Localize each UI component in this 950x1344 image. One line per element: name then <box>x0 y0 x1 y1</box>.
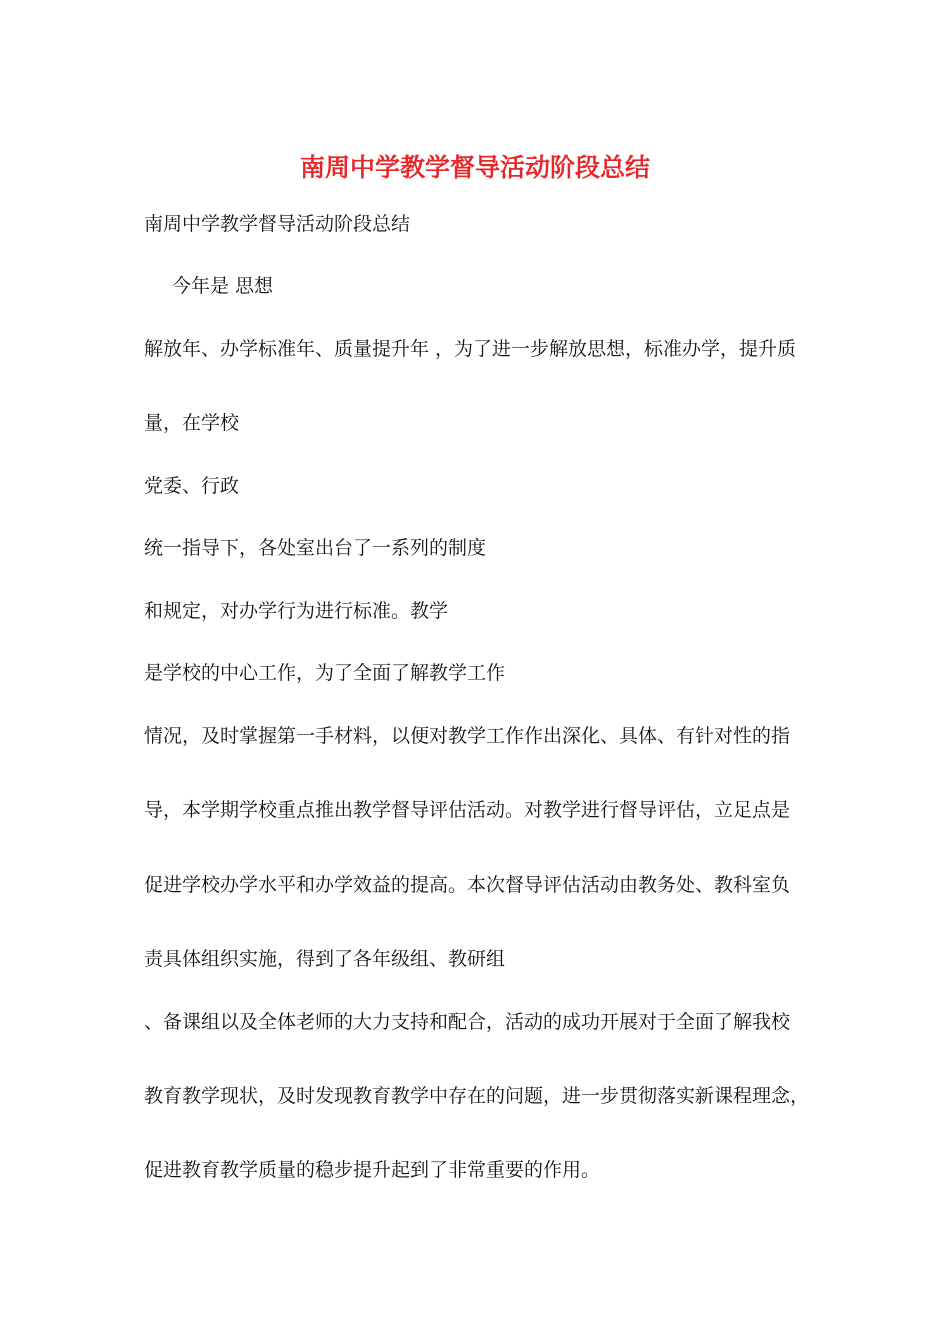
paragraph-line: 教育教学现状，及时发现教育教学中存在的问题，进一步贯彻落实新课程理念， <box>144 1085 810 1107</box>
paragraph-line: 情况，及时掌握第一手材料，以便对教学工作作出深化、具体、有针对性的指 <box>144 725 791 747</box>
paragraph-line: 今年是 思想 <box>172 275 274 297</box>
paragraph-line: 责具体组织实施，得到了各年级组、教研组 <box>144 948 506 970</box>
paragraph-line: 促进学校办学水平和办学效益的提高。本次督导评估活动由教务处、教科室负 <box>144 874 791 896</box>
paragraph-line: 和规定，对办学行为进行标准。教学 <box>144 600 449 622</box>
paragraph-line: 导，本学期学校重点推出教学督导评估活动。对教学进行督导评估，立足点是 <box>144 799 791 821</box>
document-title: 南周中学教学督导活动阶段总结 <box>299 153 650 182</box>
paragraph-line: 统一指导下，各处室出台了一系列的制度 <box>144 537 487 559</box>
paragraph-line: 促进教育教学质量的稳步提升起到了非常重要的作用。 <box>144 1159 601 1181</box>
paragraph-line: 量，在学校 <box>144 412 240 434</box>
subtitle-line: 南周中学教学督导活动阶段总结 <box>144 213 411 235</box>
paragraph-line: 党委、行政 <box>144 475 240 497</box>
paragraph-line: 、备课组以及全体老师的大力支持和配合，活动的成功开展对于全面了解我校 <box>144 1011 791 1033</box>
paragraph-line: 是学校的中心工作，为了全面了解教学工作 <box>144 662 506 684</box>
paragraph-line: 解放年、办学标准年、质量提升年 ，为了进一步解放思想，标准办学，提升质 <box>144 338 797 360</box>
